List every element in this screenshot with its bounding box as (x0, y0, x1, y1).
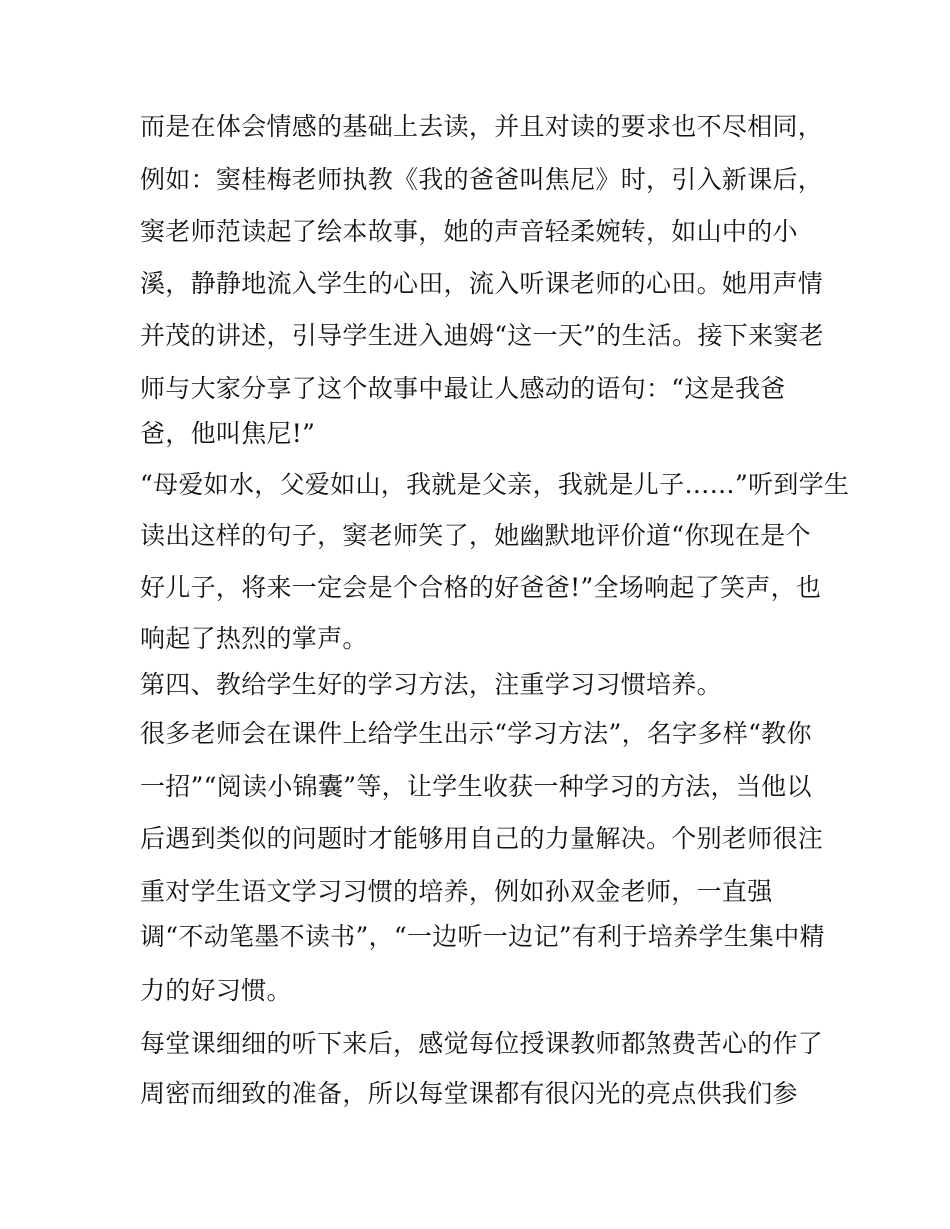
text-line: 一招”“阅读小锦囊”等，让学生收获一种学习的方法，当他以 (140, 772, 812, 801)
text-line: 爸，他叫焦尼!” (140, 419, 316, 448)
text-line: 响起了热烈的掌声。 (140, 624, 368, 653)
text-line: 力的好习惯。 (140, 976, 292, 1005)
text-line: 周密而细致的准备，所以每堂课都有很闪光的亮点供我们参 (140, 1079, 798, 1108)
section-heading: 第四、教给学生好的学习方法，注重学习习惯培养。 (140, 670, 722, 699)
text-line: 溪，静静地流入学生的心田，流入听课老师的心田。她用声情 (140, 269, 824, 298)
text-line: 每堂课细细的听下来后，感觉每位授课教师都煞费苦心的作了 (140, 1029, 824, 1058)
text-line: 并茂的讲述，引导学生进入迪姆“这一天”的生活。接下来窦老 (140, 321, 824, 350)
text-line: 窦老师范读起了绘本故事，她的声音轻柔婉转，如山中的小 (140, 217, 798, 246)
text-line: 后遇到类似的问题时才能够用自己的力量解决。个别老师很注 (140, 824, 824, 853)
text-line: 例如：窦桂梅老师执教《我的爸爸叫焦尼》时，引入新课后， (140, 165, 824, 194)
text-line: 好儿子，将来一定会是个合格的好爸爸!”全场响起了笑声，也 (140, 573, 822, 602)
text-line: 读出这样的句子，窦老师笑了，她幽默地评价道“你现在是个 (140, 521, 811, 550)
text-line: “母爱如水，父爱如山，我就是父亲，我就是儿子……”听到学生 (140, 470, 850, 499)
text-line: 而是在体会情感的基础上去读，并且对读的要求也不尽相同， (140, 112, 824, 141)
text-line: 调“不动笔墨不读书”，“一边听一边记”有利于培养学生集中精 (140, 922, 825, 951)
text-line: 师与大家分享了这个故事中最让人感动的语句：“这是我爸 (140, 374, 786, 403)
text-line: 重对学生语文学习习惯的培养，例如孙双金老师，一直强 (140, 877, 773, 906)
text-line: 很多老师会在课件上给学生出示“学习方法”，名字多样“教你 (140, 719, 812, 748)
